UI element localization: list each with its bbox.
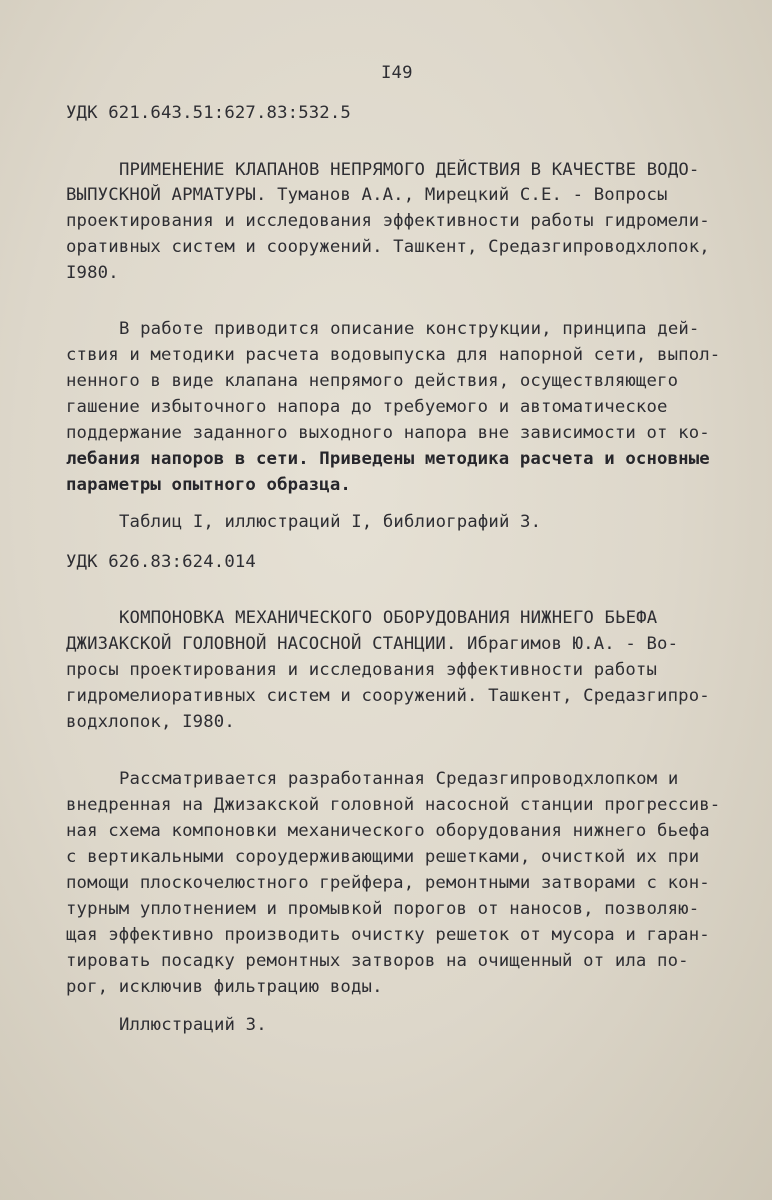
citation-line: проектирования и исследования эффективности работы гидромели-	[66, 211, 710, 231]
abstract-line: с вертикальными сороудерживающими решетками, очисткой их при	[66, 847, 700, 867]
citation-line: водхлопок, I980.	[66, 712, 235, 732]
udc-code: УДК 626.83:624.014	[66, 552, 256, 572]
abstract-line: рог, исключив фильтрацию воды.	[66, 977, 383, 997]
abstract-line: гашение избыточного напора до требуемого и автоматическое	[66, 397, 668, 417]
citation-line: ПРИМЕНЕНИЕ КЛАПАНОВ НЕПРЯМОГО ДЕЙСТВИЯ В КАЧЕСТВЕ ВОДО-	[119, 160, 700, 180]
citation-line: оративных систем и сооружений. Ташкент, Средазгипроводхлопок,	[66, 237, 710, 257]
abstract-line: параметры опытного образца.	[66, 475, 351, 495]
abstract-line: ная схема компоновки механического оборудования нижнего бьефа	[66, 821, 710, 841]
abstract-line: Рассматривается разработанная Средазгипроводхлопком и	[119, 769, 679, 789]
abstract-line: тировать посадку ремонтных затворов на очищенный от ила по-	[66, 951, 689, 971]
citation-line: гидромелиоративных систем и сооружений. Ташкент, Средазгипро-	[66, 686, 710, 706]
citation-line: КОМПОНОВКА МЕХАНИЧЕСКОГО ОБОРУДОВАНИЯ НИЖНЕГО БЬЕФА	[119, 608, 658, 628]
abstract-line: турным уплотнением и промывкой порогов от наносов, позволяю-	[66, 899, 700, 919]
abstract-line: лебания напоров в сети. Приведены методика расчета и основные	[66, 449, 710, 469]
abstract-line: ствия и методики расчета водовыпуска для напорной сети, выпол-	[66, 345, 721, 365]
abstract-line: щая эффективно производить очистку решеток от мусора и гаран-	[66, 925, 710, 945]
extras-line: Таблиц I, иллюстраций I, библиографий 3.	[119, 512, 542, 532]
citation-line: просы проектирования и исследования эффективности работы	[66, 660, 658, 680]
page-number: I49	[381, 63, 413, 83]
abstract-line: В работе приводится описание конструкции, принципа дей-	[119, 319, 700, 339]
citation-line: ДЖИЗАКСКОЙ ГОЛОВНОЙ НАСОСНОЙ СТАНЦИИ. Ибрагимов Ю.А. - Во-	[66, 634, 679, 654]
abstract-line: ненного в виде клапана непрямого действия, осуществляющего	[66, 371, 679, 391]
citation-line: I980.	[66, 263, 119, 283]
abstract-line: поддержание заданного выходного напора вне зависимости от ко-	[66, 423, 710, 443]
udc-code: УДК 621.643.51:627.83:532.5	[66, 103, 351, 123]
abstract-line: помощи плоскочелюстного грейфера, ремонтными затворами с кон-	[66, 873, 710, 893]
citation-line: ВЫПУСКНОЙ АРМАТУРЫ. Туманов А.А., Мирецкий С.Е. - Вопросы	[66, 185, 668, 205]
abstract-line: внедренная на Джизакской головной насосной станции прогрессив-	[66, 795, 721, 815]
extras-line: Иллюстраций 3.	[119, 1015, 267, 1035]
